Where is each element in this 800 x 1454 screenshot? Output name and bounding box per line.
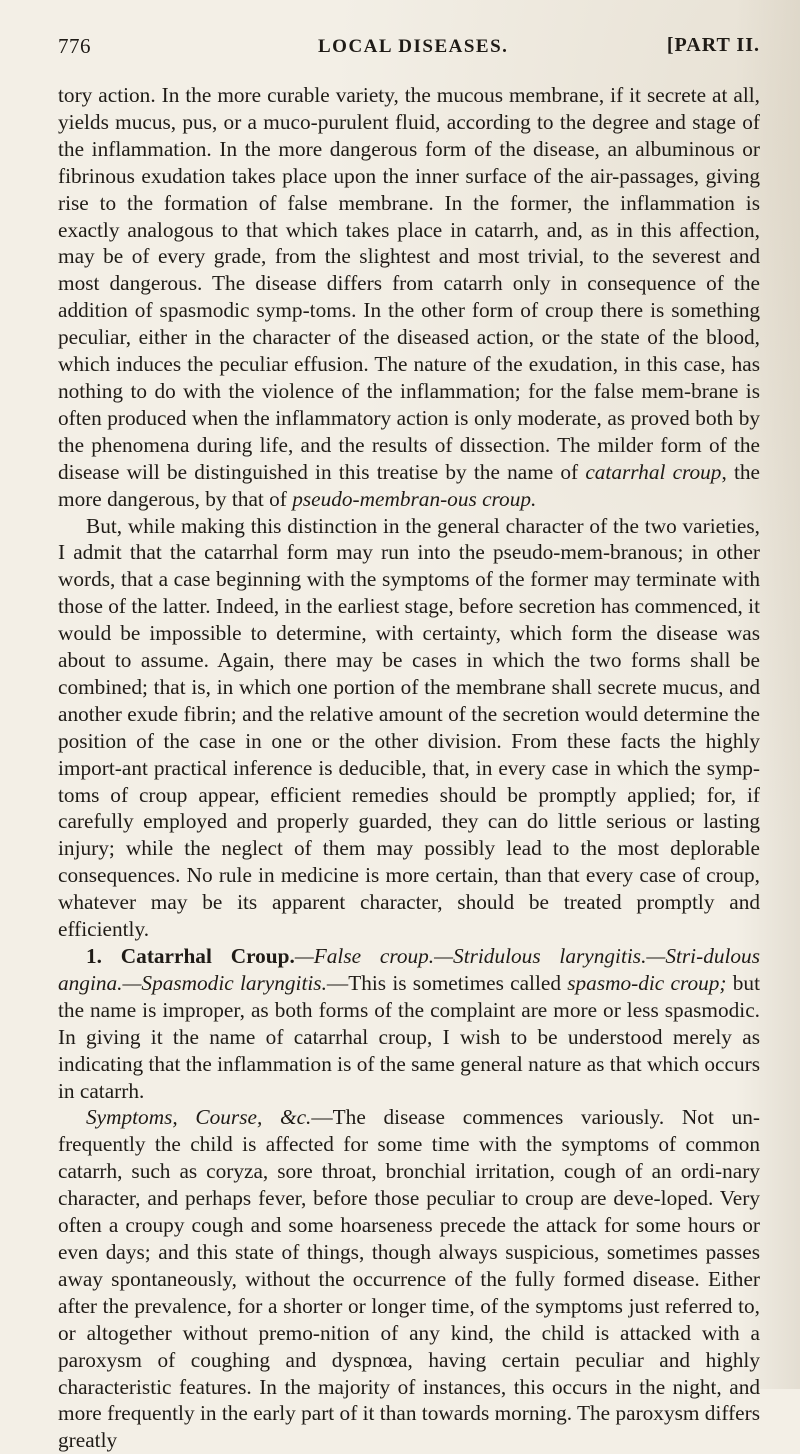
- part-label: [PART II.: [666, 34, 760, 56]
- paragraph-1-text: tory action. In the more curable variety, the mucous membrane, if it secrete at all, yields mucus, pus, or a muco-purulent fluid, according to the degree and stage of the inflammation. In the more dangerous form of the disease, an albuminous or fibrinous exudation takes place upon the inner surface of the air-passages, giving rise to the formation of false membrane. In the former, the inflammation is exactly analogous to that which takes place in catarrh, and, as in this affection, may be of every grade, from the slightest and most trivial, to the severest and most dangerous. The disease differs from catarrh only in consequence of the addition of spasmodic symp-toms. In the other form of croup there is something peculiar, either in the character of the diseased action, or the state of the blood, which induces the peculiar effusion. The nature of the exudation, in this case, has nothing to do with the violence of the inflammation; for the false mem-brane is often produced when the inflammatory action is only moderate, as proved both by the phenomena during life, and the results of dissection. The milder form of the disease will be distinguished in this treatise by the name of: [58, 83, 760, 484]
- term-pseudo-membranous-croup: pseudo-membran-ous croup.: [292, 486, 537, 511]
- paragraph-1: [58, 82, 760, 513]
- running-title: LOCAL DISEASES.: [318, 36, 509, 57]
- paragraph-4-text: —The disease commences variously. Not un-frequently the child is affected for some time with the symptoms of common catarrh, such as coryza, sore throat, bronchial irritation, cough of an ordi-nary character, and perhaps fever, before those peculiar to croup are deve-loped. Very often a croupy cough and some hoarseness precede the attack for some hours or even days; and this state of things, though always suspicious, sometimes passes away spontaneously, without the occurrence of the fully formed disease. Either after the prevalence, for a shorter or longer time, of the symptoms just referred to, or altogether without premo-nition of any kind, the child is attacked with a paroxysm of coughing and dyspnœa, having certain peculiar and highly characteristic features. In the majority of instances, this occurs in the night, and more frequently in the early part of it than towards morning. The paroxysm differs greatly: [58, 1105, 760, 1453]
- page-number: 776: [58, 34, 91, 58]
- running-header: [58, 34, 760, 64]
- body-text: [58, 82, 760, 1454]
- paragraph-3-text-a: —This is sometimes called: [326, 970, 568, 995]
- term-spasmodic-croup: spasmo-dic croup;: [567, 970, 727, 995]
- paragraph-4: [58, 1104, 760, 1454]
- paragraph-3: [58, 943, 760, 1104]
- term-catarrhal-croup: catarrhal croup: [585, 459, 722, 484]
- paragraph-3-text-b: but the name is improper, as both forms of the complaint are more or less spasmodic. In giving it the name of catarrhal croup, I wish to be understood merely as indicating that the inflammation is of the same general nature as that which occurs in catarrh.: [58, 970, 760, 1103]
- subheading-symptoms: Symptoms, Course, &c.: [86, 1105, 312, 1130]
- paragraph-2: But, while making this distinction in the general character of the two varieties, I admit that the catarrhal form may run into the pseudo-mem-branous; in other words, that a case beginning with the symptoms of the former may terminate with those of the latter. Indeed, in the earliest stage, before secretion has commenced, it would be impossible to determine, with certainty, which form the disease was about to assume. Again, there may be cases in which the two forms shall be combined; that is, in which one portion of the membrane shall secrete mucus, and another exude fibrin; and the relative amount of the secretion would determine the position of the case in one or the other division. From these facts the highly import-ant practical inference is deducible, that, in every case in which the symp-toms of croup appear, efficient remedies should be promptly applied; for, if carefully employed and properly guarded, they can do little serious or lasting injury; while the neglect of them may possibly lead to the most deplorable consequences. No rule in medicine is more certain, than that every case of croup, whatever may be its apparent character, should be treated promptly and efficiently.: [58, 513, 760, 942]
- paragraph-1-mid: , the more dangerous, by that of: [58, 459, 760, 511]
- section-heading-catarrhal-croup: 1. Catarrhal Croup.: [86, 944, 295, 968]
- synonyms: —False croup.—Stridulous laryngitis.—Stri-dulous angina.—Spasmodic laryngitis.: [58, 944, 760, 995]
